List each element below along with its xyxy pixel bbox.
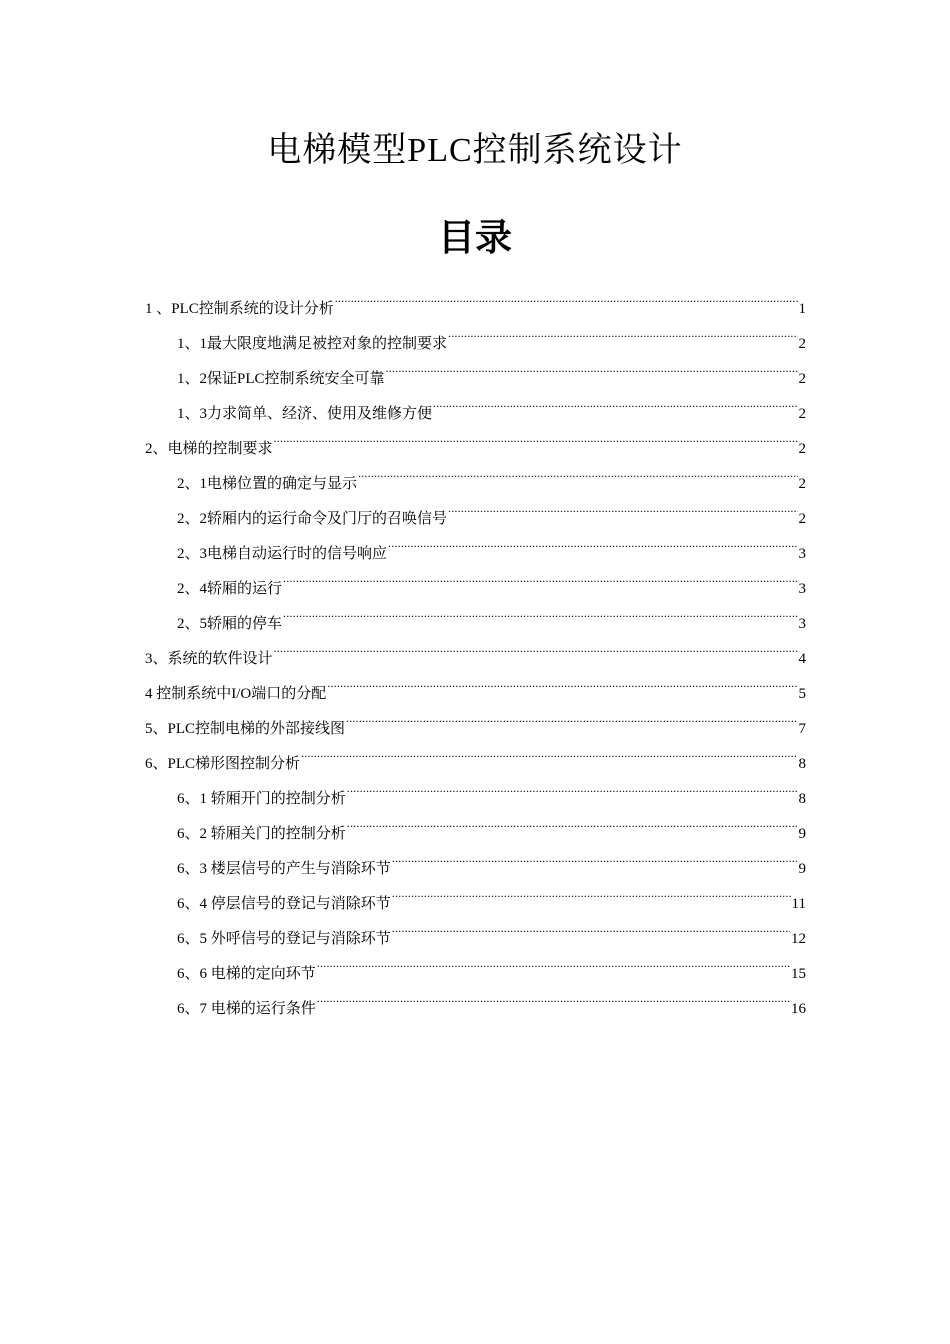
toc-leader-dots	[448, 488, 797, 523]
toc-entry-page: 3	[798, 616, 806, 632]
toc-entry-page: 2	[798, 406, 806, 422]
toc-entry-page: 8	[798, 756, 806, 772]
toc-entry[interactable]	[177, 873, 806, 912]
toc-leader-dots	[392, 838, 798, 873]
toc-entry-label: 6、1 轿厢开门的控制分析	[177, 791, 346, 807]
toc-entry[interactable]	[177, 488, 806, 527]
toc-entry[interactable]	[177, 558, 806, 597]
toc-leader-dots	[392, 873, 791, 908]
toc-entry-label: 2、1电梯位置的确定与显示	[177, 476, 358, 492]
toc-entry-label: 2、电梯的控制要求	[145, 441, 273, 457]
toc-entry-label: 2、5轿厢的停车	[177, 616, 283, 632]
toc-entry[interactable]	[145, 733, 806, 772]
toc-entry-page: 15	[791, 966, 806, 982]
toc-leader-dots	[347, 803, 798, 838]
toc-entry-page: 3	[798, 546, 806, 562]
toc-leader-dots	[433, 383, 797, 418]
toc-heading: 目录	[438, 218, 512, 259]
toc-entry[interactable]	[177, 838, 806, 877]
toc-entry-page: 3	[798, 581, 806, 597]
toc-entry-page: 2	[798, 441, 806, 457]
toc-leader-dots	[283, 593, 797, 628]
toc-entry-page: 5	[798, 686, 806, 702]
toc-entry[interactable]	[177, 313, 806, 352]
toc-entry-label: 1、2保证PLC控制系统安全可靠	[177, 371, 385, 387]
toc-entry-label: 3、系统的软件设计	[145, 651, 273, 667]
toc-entry-page: 2	[798, 336, 806, 352]
toc-leader-dots	[392, 908, 790, 943]
toc-entry[interactable]	[177, 943, 806, 982]
toc-entry[interactable]	[177, 383, 806, 422]
toc-entry-label: 1、1最大限度地满足被控对象的控制要求	[177, 336, 448, 352]
toc-leader-dots	[274, 418, 798, 453]
toc-entry-page: 4	[798, 651, 806, 667]
toc-leader-dots	[283, 558, 797, 593]
toc-entry-label: 6、2 轿厢关门的控制分析	[177, 826, 346, 842]
toc-leader-dots	[346, 698, 797, 733]
toc-leader-dots	[327, 663, 797, 698]
toc-entry-page: 9	[798, 826, 806, 842]
toc-entry-page: 2	[798, 476, 806, 492]
toc-leader-dots	[317, 943, 790, 978]
toc-entry[interactable]	[145, 698, 806, 737]
toc-entry[interactable]	[145, 418, 806, 457]
toc-entry-label: 6、5 外呼信号的登记与消除环节	[177, 931, 391, 947]
toc-entry-page: 2	[798, 371, 806, 387]
toc-entry-label: 2、4轿厢的运行	[177, 581, 283, 597]
toc-entry-page: 2	[798, 511, 806, 527]
toc-leader-dots	[274, 628, 798, 663]
toc-entry-page: 16	[791, 1001, 806, 1017]
toc-entry-label: 1、3力求简单、经济、使用及维修方便	[177, 406, 433, 422]
toc-entry[interactable]	[177, 908, 806, 947]
toc-entry-label: 5、PLC控制电梯的外部接线图	[145, 721, 346, 737]
toc-leader-dots	[358, 453, 797, 488]
toc-entry[interactable]	[177, 593, 806, 632]
toc-leader-dots	[335, 278, 798, 313]
toc-entry-label: 2、2轿厢内的运行命令及门厅的召唤信号	[177, 511, 448, 527]
toc-leader-dots	[317, 978, 790, 1013]
toc-entry[interactable]	[177, 978, 806, 1017]
toc-entry[interactable]	[177, 803, 806, 842]
toc-entry-label: 4 控制系统中I/O端口的分配	[145, 686, 327, 702]
toc-entry-label: 6、3 楼层信号的产生与消除环节	[177, 861, 391, 877]
toc-leader-dots	[386, 348, 798, 383]
toc-entry-page: 1	[798, 301, 806, 317]
toc-entry[interactable]	[145, 628, 806, 667]
toc-leader-dots	[301, 733, 797, 768]
toc-entry[interactable]	[177, 523, 806, 562]
toc-entry-label: 6、4 停层信号的登记与消除环节	[177, 896, 391, 912]
toc-entry-label: 6、6 电梯的定向环节	[177, 966, 316, 982]
toc-entry-label: 6、PLC梯形图控制分析	[145, 756, 301, 772]
toc-entry[interactable]	[145, 278, 806, 317]
toc-entry-label: 2、3电梯自动运行时的信号响应	[177, 546, 388, 562]
toc-entry-page: 9	[798, 861, 806, 877]
toc-leader-dots	[347, 768, 798, 803]
document-title: 电梯模型PLC控制系统设计	[267, 132, 683, 169]
toc-entry[interactable]	[145, 663, 806, 702]
toc-entry-label: 1 、PLC控制系统的设计分析	[145, 301, 334, 317]
toc-leader-dots	[448, 313, 797, 348]
toc-entry-label: 6、7 电梯的运行条件	[177, 1001, 316, 1017]
toc-entry-page: 8	[798, 791, 806, 807]
toc-entry[interactable]	[177, 768, 806, 807]
toc-entry-page: 12	[791, 931, 806, 947]
toc-entry[interactable]	[177, 453, 806, 492]
toc-entry-page: 11	[791, 896, 806, 912]
toc-entry[interactable]	[177, 348, 806, 387]
toc-leader-dots	[388, 523, 797, 558]
toc-entry-page: 7	[798, 721, 806, 737]
